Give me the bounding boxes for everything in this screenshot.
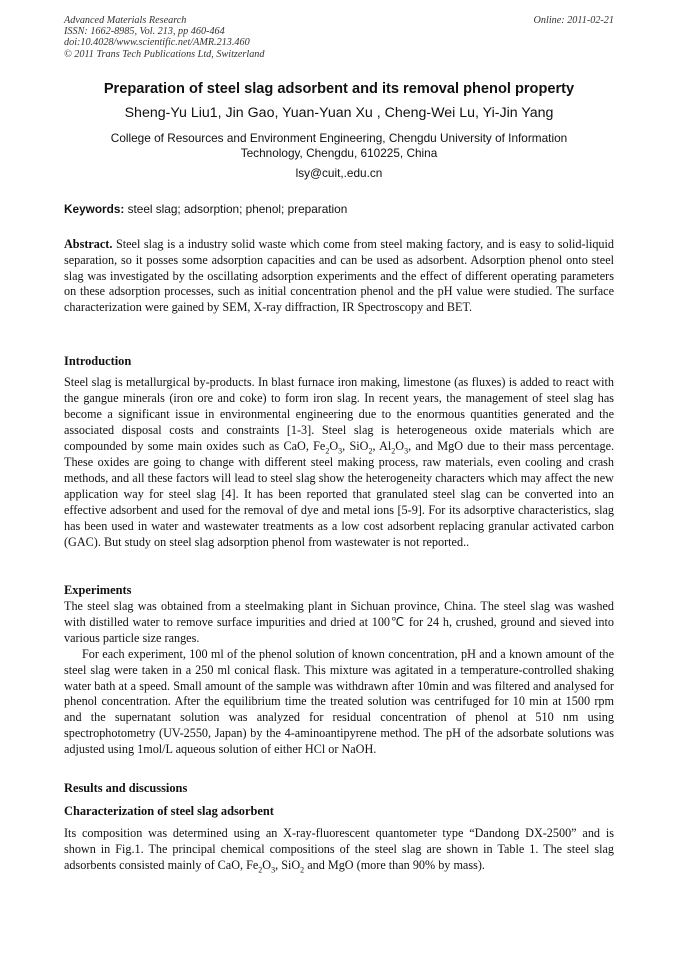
intro-sio: , SiO [342, 439, 369, 453]
abstract-text: Steel slag is a industry solid waste which come from steel making factory, and is easy to solid-liquid separation, so it posses some adsorption capacities and can be used as adsorbent. Adsorption phenol onto steel slag was investigated by the oscillating adsorption experiments and the effect of different operating parameters on these adsorption processes, such as initial concentration phenol and the pH value were studied. The surface characterization were gained by SEM, X-ray diffraction, IR Spectroscopy and BET. [64, 237, 614, 315]
author-list: Sheng-Yu Liu1, Jin Gao, Yuan-Yuan Xu , Cheng-Wei Lu, Yi-Jin Yang [124, 105, 554, 121]
results-sio: , SiO [275, 857, 301, 872]
subscript: 3 [338, 446, 343, 456]
keywords-label: Keywords: [64, 202, 125, 216]
subscript: 3 [404, 446, 409, 456]
subscript: 2 [300, 865, 305, 875]
introduction-heading: Introduction [64, 354, 132, 368]
intro-text-2: , and MgO due to their mass percentage. These oxides are going to change with different steel making process, raw materials, even cooling and crash methods, and all these factors will lead to steel slag show the heterogeneity characters which may affect the new application way for steel slag [4]. It has been reported that granulated steel slag can be converted into an effective adsorbent and used for the removal of dye and metal ions [5-9]. For its adsorptive characteristics, slag has been used in water and wastewater treatments as a low cost adsorbent replacing granular activated carbon (GAC). But study on steel slag adsorption phenol from wastewater is not reported.. [64, 439, 615, 549]
author-email: lsy@cuit,.edu.cn [295, 166, 383, 180]
subscript: 2 [325, 446, 330, 456]
subscript: 2 [368, 446, 373, 456]
affiliation: College of Resources and Environment Engineering, Chengdu University of Information Technology, Chengdu, 610225, China [110, 131, 568, 160]
results-o: O [262, 857, 272, 872]
intro-o2: O [395, 439, 405, 453]
experiments-paragraph-2: For each experiment, 100 ml of the phenol solution of known concentration, pH and a known amount of the steel slag were taken in a 250 ml conical flask. This mixture was agitated in a temperature-controlled shaking water bath at a speed. Small amount of the sample was withdrawn after 10min and was filtered and analysed for phenol concentration. After the equilibrium time the treated solution was centrifuged for 10 min at 1500 rpm and the supernatant solution was analyzed for residual concentration of phenol at 510 nm using spectrophotometry (UV-2550, Japan) by the 4-aminoantipyrene method. The pH of the adsorbate solutions was adjusted using 1mol/L aqueous solution of either HCl or NaOH. [64, 646, 614, 757]
experiments-body [64, 599, 614, 758]
doi-line: doi:10.4028/www.scientific.net/AMR.213.460 [64, 37, 250, 49]
introduction-body [64, 374, 614, 550]
online-date: Online: 2011-02-21 [533, 15, 614, 26]
intro-o: O [329, 439, 339, 453]
results-heading: Results and discussions [64, 781, 188, 795]
issn-line: ISSN: 1662-8985, Vol. 213, pp 460-464 [64, 26, 225, 38]
keywords [64, 202, 614, 216]
journal-name: Advanced Materials Research [64, 15, 187, 26]
results-text-2: and MgO (more than 90% by mass). [304, 857, 485, 872]
results-text-1: Its composition was determined using an X-ray-fluorescent quantometer type “Dandong DX-2500” and is shown in Fig.1. The principal chemical compositions of the steel slag are shown in Table 1. The steel slag adsorbents consisted mainly of CaO, Fe [64, 826, 614, 872]
abstract-label: Abstract. [64, 237, 113, 251]
header-meta [64, 15, 264, 60]
characterization-subheading: Characterization of steel slag adsorbent [64, 804, 274, 818]
intro-al: , Al [372, 439, 392, 453]
subscript: 3 [271, 865, 276, 875]
abstract [64, 237, 614, 316]
subscript: 2 [258, 865, 263, 875]
copyright-line: © 2011 Trans Tech Publications Ltd, Switzerland [64, 48, 265, 60]
characterization-body [64, 826, 614, 873]
keywords-text: steel slag; adsorption; phenol; preparation [124, 202, 348, 216]
subscript: 2 [391, 446, 396, 456]
experiments-paragraph-1: The steel slag was obtained from a steelmaking plant in Sichuan province, China. The steel slag was washed with distilled water to remove surface impurities and dried at 100℃ for 24 h, crushed, ground and sieved into various particle size ranges. [64, 599, 614, 645]
experiments-heading: Experiments [64, 583, 132, 597]
intro-text-1: Steel slag is metallurgical by-products. In blast furnace iron making, limestone (as fluxes) is added to react with the gangue minerals (iron ore and coke) to form iron slag. In recent years, the management of steel slag has become a significant issue in environmental engineering due to the enormous quantities generated and the associated disposal costs and constraints [1-3]. Steel slag is heterogeneous oxide materials which are compounded by some main oxides such as CaO, Fe [64, 375, 614, 453]
paper-title: Preparation of steel slag adsorbent and its removal phenol property [103, 81, 575, 97]
